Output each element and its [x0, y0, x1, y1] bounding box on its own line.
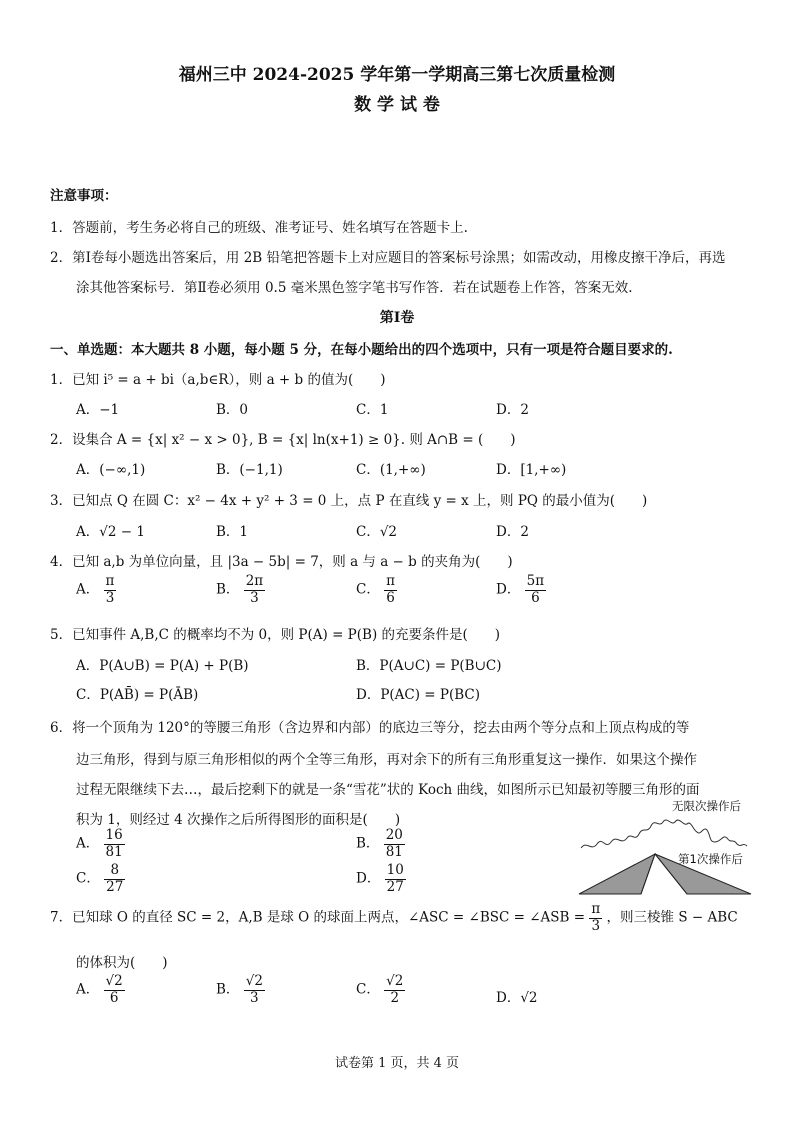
q7-option-b-label: B．: [216, 981, 240, 998]
q7-stem: [50, 902, 738, 934]
q3-option-a: A．√2 − 1: [76, 524, 145, 540]
q4-c-num: π: [386, 573, 396, 589]
notes-item-1: 1．答题前，考生务必将自己的班级、准考证号、姓名填写在答题卡上.: [50, 220, 468, 236]
q5-option-a: A．P(A∪B) = P(A) + P(B): [76, 658, 249, 674]
q4-c-den: 6: [386, 589, 395, 606]
q7-option-c: [356, 974, 405, 1006]
q5-option-d: D．P(AC) = P(BC): [356, 687, 481, 703]
q4-option-c-label: C．: [356, 581, 380, 598]
q3-option-c: C．√2: [356, 524, 398, 540]
q6-option-a: [76, 828, 125, 860]
exam-subtitle: 数 学 试 卷: [354, 95, 440, 115]
q1-option-c: C．1: [356, 402, 389, 418]
q2-option-a: A．(−∞,1): [76, 462, 146, 478]
q1-option-b: B．0: [216, 402, 249, 418]
q6-line-4: 积为 1，则经过 4 次操作之后所得图形的面积是( ): [76, 812, 401, 828]
koch-label-infinite: 无限次操作后: [672, 799, 741, 813]
q7-a-den: 6: [109, 989, 119, 1006]
q6-d-den: 27: [386, 878, 404, 895]
q4-option-d-label: D．: [496, 581, 521, 598]
q6-c-num: 8: [104, 863, 125, 880]
q4-a-num: π: [105, 573, 115, 589]
q7-option-a-label: A．: [76, 981, 100, 998]
q6-line-3: 过程无限继续下去…，最后挖剩下的就是一条“雪花”状的 Koch 曲线，如图所示已知最初等腰三角形的面: [76, 782, 700, 798]
q6-a-den: 81: [105, 843, 123, 860]
notes-item-2: 2．第Ⅰ卷每小题选出答案后，用 2B 铅笔把答题卡上对应题目的答案标号涂黑；如需改动，用橡皮擦干净后，再选: [50, 250, 726, 266]
q7-c-den: 2: [390, 989, 400, 1006]
q6-c-den: 27: [106, 878, 124, 895]
q3-option-d: D．2: [496, 524, 529, 540]
part-heading: 第Ⅰ卷: [379, 310, 415, 326]
exam-title: 福州三中 2024-2025 学年第一学期高三第七次质量检测: [178, 65, 616, 85]
q7-option-a: [76, 974, 125, 1006]
q2-stem: 2．设集合 A = {x| x² − x > 0}, B = {x| ln(x+1) ≥ 0}. 则 A∩B = ( ): [50, 432, 516, 448]
q5-stem: 5．已知事件 A,B,C 的概率均不为 0，则 P(A) = P(B) 的充要条件是( ): [50, 627, 501, 643]
section-heading: 一、单选题：本大题共 8 小题，每小题 5 分，在每小题给出的四个选项中，只有一项是符合题目要求的.: [50, 342, 673, 358]
q1-stem: 1．已知 i⁵ = a + bi（a,b∈R），则 a + b 的值为( ): [50, 372, 386, 388]
q1-option-d: D．2: [496, 402, 529, 418]
q6-a-num: 16: [105, 827, 123, 843]
q6-option-a-label: A．: [76, 835, 100, 852]
q7-option-d: D．√2: [496, 990, 538, 1006]
q7-stem-num: π: [591, 901, 601, 917]
q3-stem: 3．已知点 Q 在圆 C：x² − 4x + y² + 3 = 0 上，点 P 在直线 y = x 上，则 PQ 的最小值为( ): [50, 493, 648, 509]
q1-option-a: A．−1: [76, 402, 120, 418]
koch-label-first: 第1次操作后: [678, 852, 743, 866]
q2-option-b: B．(−1,1): [216, 462, 283, 478]
q7-option-c-label: C．: [356, 981, 380, 998]
q7-b-den: 3: [250, 989, 259, 1006]
q4-option-b-label: B．: [216, 581, 240, 598]
q7-b-num: √2: [245, 973, 263, 989]
q4-d-den: 6: [531, 589, 540, 606]
q7-stem-line-2: 的体积为( ): [76, 955, 168, 971]
q4-option-b: [216, 574, 265, 606]
q4-option-c: [356, 574, 397, 606]
q6-option-c-label: C．: [76, 870, 100, 887]
q7-option-b: [216, 974, 265, 1006]
q7-stem-den: 3: [591, 917, 601, 934]
q6-line-2: 边三角形，得到与原三角形相似的两个全等三角形，再对余下的所有三角形重复这一操作．如果这个操作: [76, 752, 697, 768]
koch-curve: [581, 820, 747, 848]
q7-stem-b: ，则三棱锥 S − ABC: [606, 909, 738, 926]
page-footer: 试卷第 1 页，共 4 页: [334, 1056, 460, 1071]
q7-c-num: √2: [386, 973, 404, 989]
q2-option-d: D．[1,+∞): [496, 462, 567, 478]
q3-option-b: B．1: [216, 524, 249, 540]
q4-option-a: [76, 574, 116, 606]
notes-item-2-cont: 涂其他答案标号．第Ⅱ卷必须用 0.5 毫米黑色签字笔书写作答．若在试题卷上作答，答案无效.: [76, 280, 633, 296]
q5-option-b: B．P(A∪C) = P(B∪C): [356, 658, 502, 674]
notes-heading: 注意事项：: [50, 188, 118, 204]
q4-b-num: 2π: [245, 573, 264, 589]
q6-option-d: [356, 863, 406, 895]
q5-option-c: C．P(AB̄) = P(ĀB): [76, 687, 199, 703]
q6-option-d-label: D．: [356, 870, 381, 887]
q4-d-num: 5π: [526, 573, 545, 589]
q4-a-den: 3: [105, 589, 115, 606]
q4-b-den: 3: [250, 589, 259, 606]
q6-option-c: [76, 863, 125, 895]
q4-option-d: [496, 574, 546, 606]
koch-figure: [575, 812, 755, 898]
q6-option-b-label: B．: [356, 835, 380, 852]
q7-stem-a: 7．已知球 O 的直径 SC = 2，A,B 是球 O 的球面上两点，∠ASC = ∠BSC = ∠ASB =: [50, 909, 586, 926]
q6-line-1: 6．将一个顶角为 120°的等腰三角形（含边界和内部）的底边三等分，挖去由两个等分点和上顶点构成的等: [50, 720, 690, 736]
q6-option-b: [356, 828, 405, 860]
q4-stem: 4．已知 a,b 为单位向量，且 |3a − 5b| = 7，则 a 与 a − b 的夹角为( ): [50, 554, 513, 570]
q6-b-num: 20: [385, 827, 403, 843]
q6-d-num: 10: [386, 862, 404, 878]
q4-option-a-label: A．: [76, 581, 100, 598]
q2-option-c: C．(1,+∞): [356, 462, 426, 478]
koch-right-triangle: [655, 854, 751, 894]
q7-a-num: √2: [105, 973, 123, 989]
q6-b-den: 81: [385, 843, 403, 860]
